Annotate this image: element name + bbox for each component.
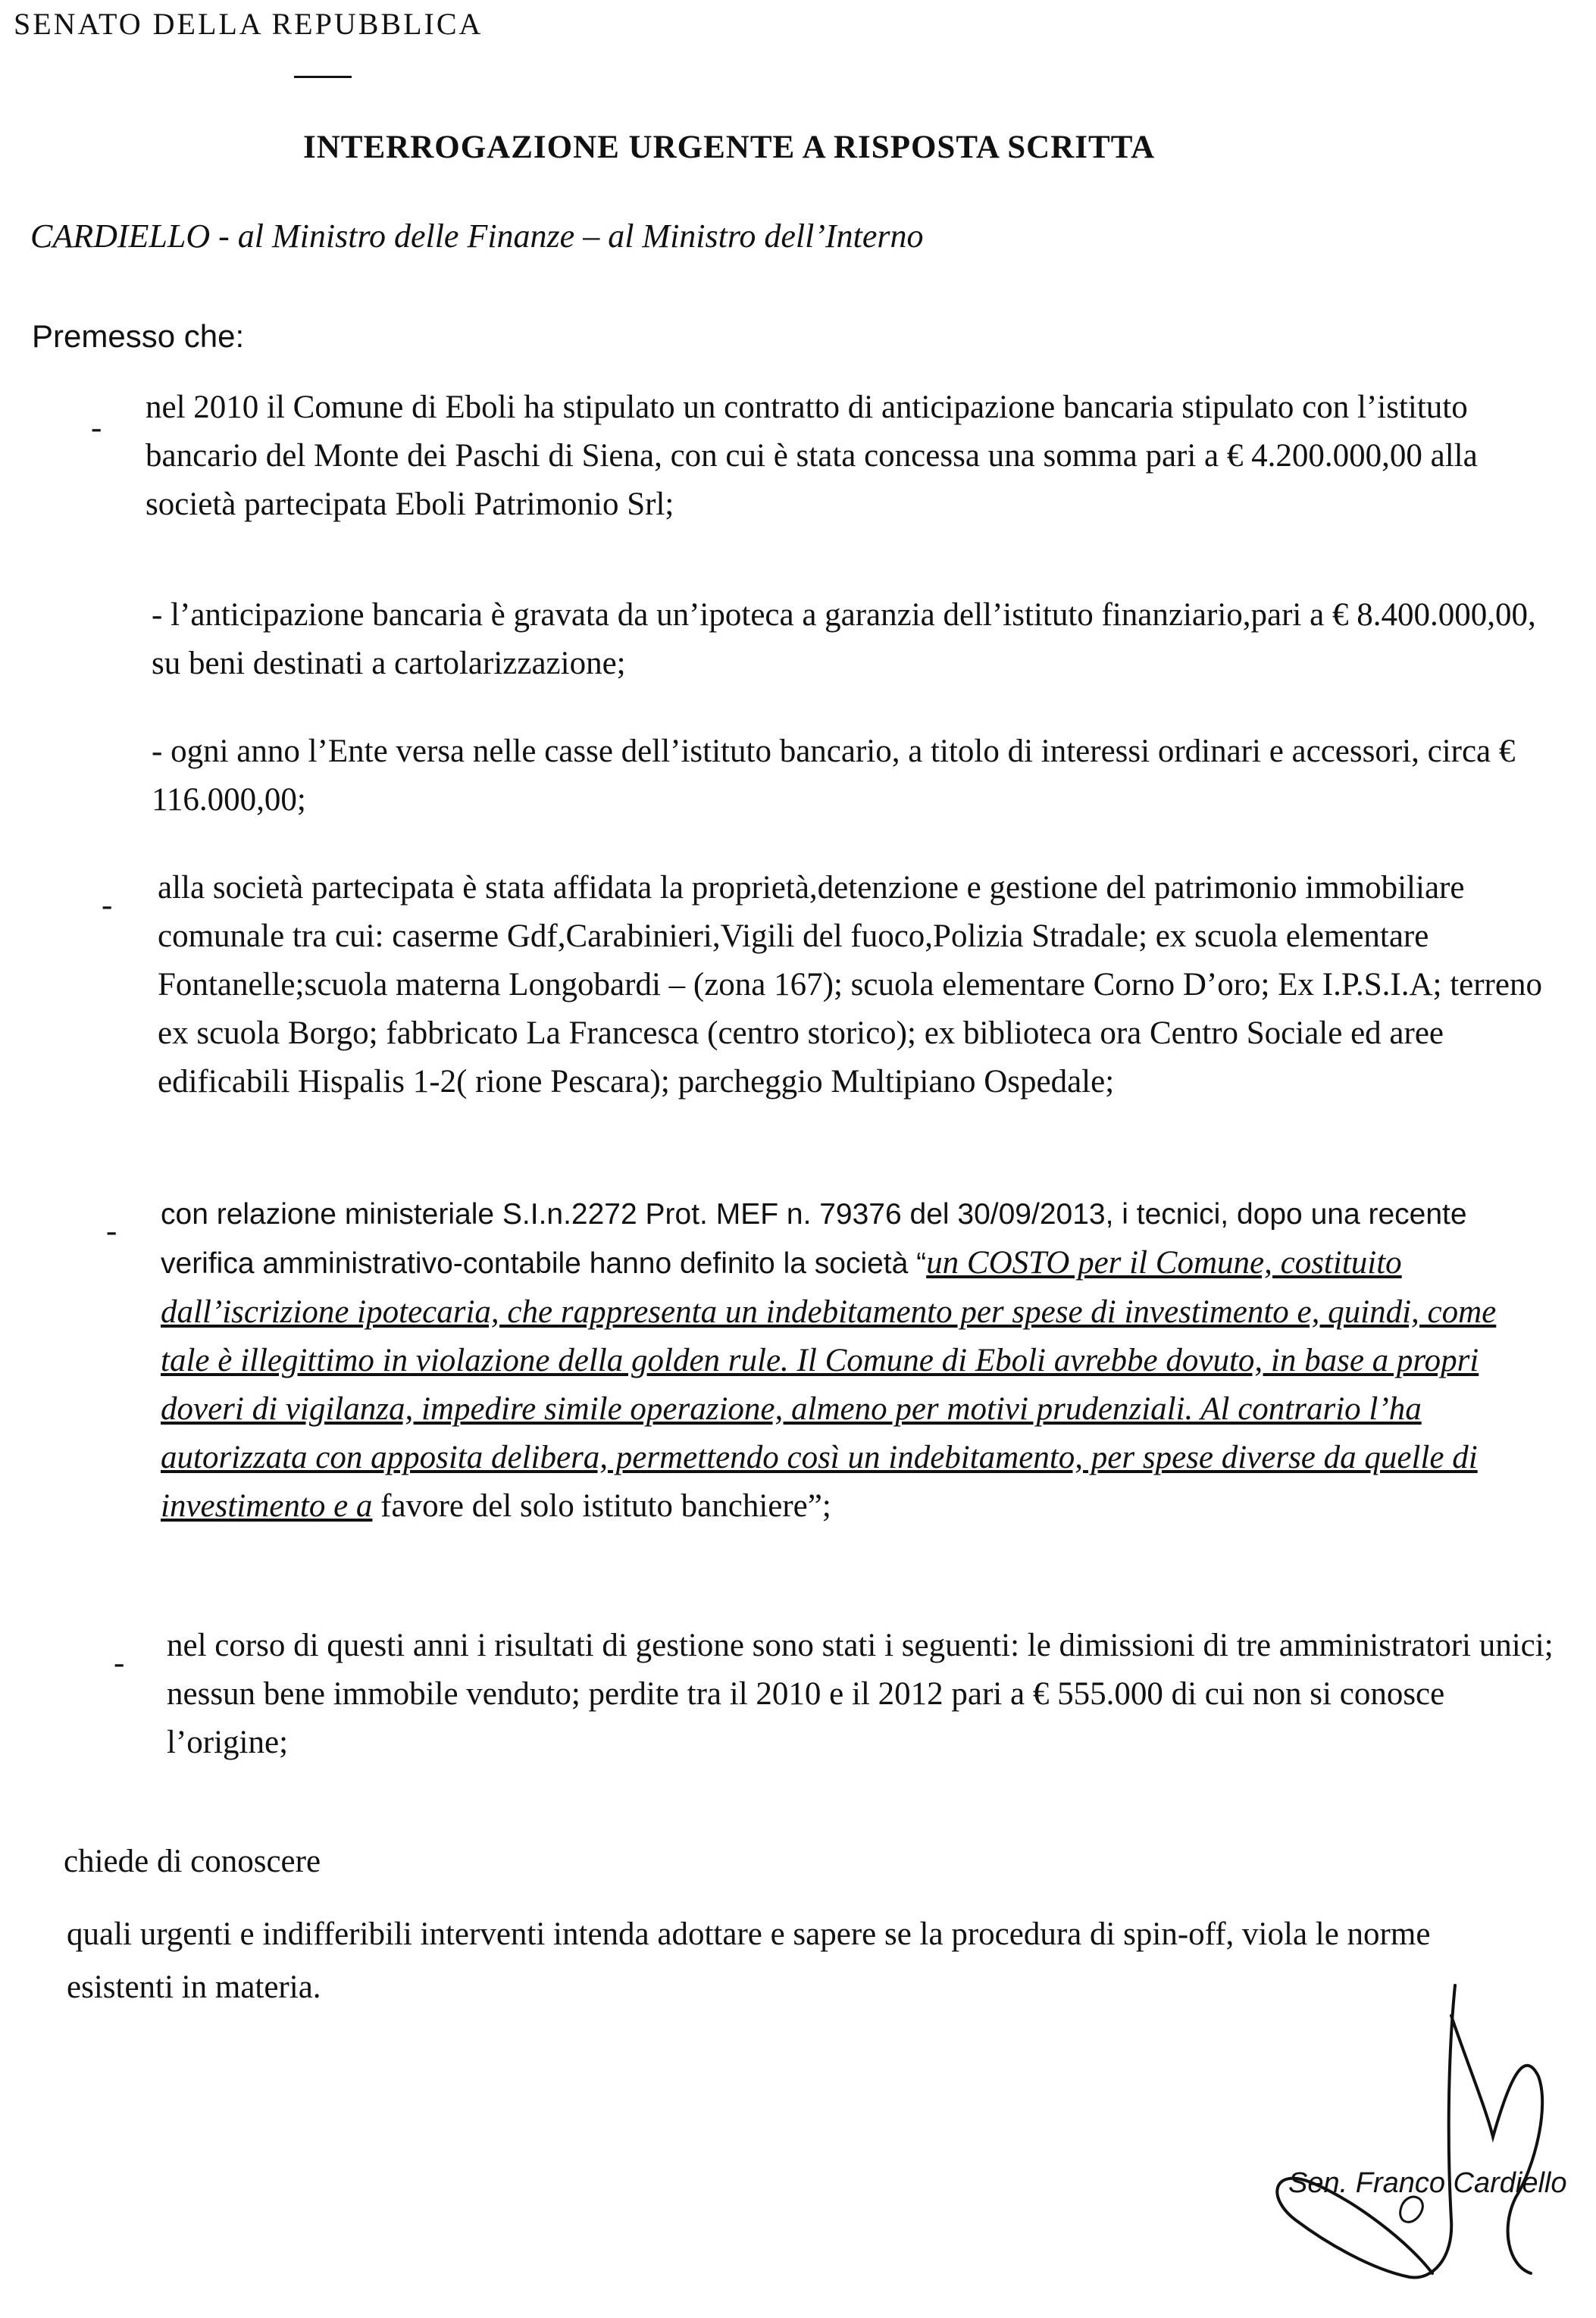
document-title: INTERROGAZIONE URGENTE A RISPOSTA SCRITTA	[303, 130, 1156, 165]
addressee-line: CARDIELLO - al Ministro delle Finanze – al Ministro dell’Interno	[30, 217, 924, 255]
list-item: nel 2010 il Comune di Eboli ha stipulato un contratto di anticipazione bancaria stipulato con l’istituto bancario del Monte dei Paschi di Siena, con cui è stata concessa una somma pari a € 4.200.000,00 alla società partecipata Eboli Patrimonio Srl;	[146, 389, 1478, 522]
quote-intro: con relazione ministeriale S.I.n.2272 Prot. MEF n. 79376 del 30/09/2013, i tecnici, dopo una recente verifica amministrativo-contabile hanno definito la società “	[161, 1198, 1467, 1280]
list-item: alla società partecipata è stata affidata la proprietà,detenzione e gestione del patrimonio immobiliare comunale tra cui: caserme Gdf,Carabinieri,Vigili del fuoco,Polizia Stradale; ex scuola elementare Fontanelle;scuola materna Longobardi – (zona 167); scuola elementare Corno D’oro; Ex I.P.S.I.A; terreno ex scuola Borgo; fabbricato La Francesca (centro storico); ex biblioteca ora Centro Sociale ed aree edificabili Hispalis 1-2( rione Pescara); parcheggio Multipiano Ospedale;	[158, 870, 1542, 1100]
premise-label: Premesso che:	[32, 318, 245, 354]
handwritten-signature	[1258, 1970, 1576, 2304]
signature-name: Sen. Franco Cardiello	[1288, 2167, 1567, 2199]
institution-header: SENATO DELLA REPUBBLICA	[14, 7, 483, 41]
quote-outro: favore del solo istituto banchiere”;	[372, 1488, 831, 1524]
request-label: chiede di conoscere	[64, 1844, 321, 1879]
list-item-quote	[161, 1190, 1547, 1531]
header-divider	[294, 76, 352, 78]
underlined-quote: un COSTO per il Comune, costituito dall’iscrizione ipotecaria, che rappresenta un indebitamento per spese di investimento e, quindi, come tale è illegittimo in violazione della golden rule. Il Comune di Eboli avrebbe dovuto, in base a propri doveri di vigilanza, impedire simile operazione, almeno per motivi prudenziali. Al contrario l’ha autorizzata con apposita delibera, permettendo così un indebitamento, per spese diverse da quelle di investimento e a	[161, 1245, 1497, 1524]
request-text: quali urgenti e indifferibili interventi intenda adottare e sapere se la procedura di spin-off, viola le norme esistenti in materia.	[67, 1916, 1431, 2005]
list-bullet: -	[91, 410, 102, 446]
list-item: nel corso di questi anni i risultati di gestione sono stati i seguenti: le dimissioni di tre amministratori unici; nessun bene immobile venduto; perdite tra il 2010 e il 2012 pari a € 555.000 di cui non si conosce l’origine;	[167, 1628, 1554, 1760]
list-item: - ogni anno l’Ente versa nelle casse dell’istituto bancario, a titolo di interessi ordinari e accessori, circa € 116.000,00;	[152, 734, 1516, 818]
list-bullet: -	[114, 1645, 125, 1681]
list-bullet: -	[106, 1213, 117, 1249]
list-item: - l’anticipazione bancaria è gravata da un’ipoteca a garanzia dell’istituto finanziario,pari a € 8.400.000,00, su beni destinati a cartolarizzazione;	[152, 597, 1536, 681]
list-bullet: -	[102, 887, 113, 923]
